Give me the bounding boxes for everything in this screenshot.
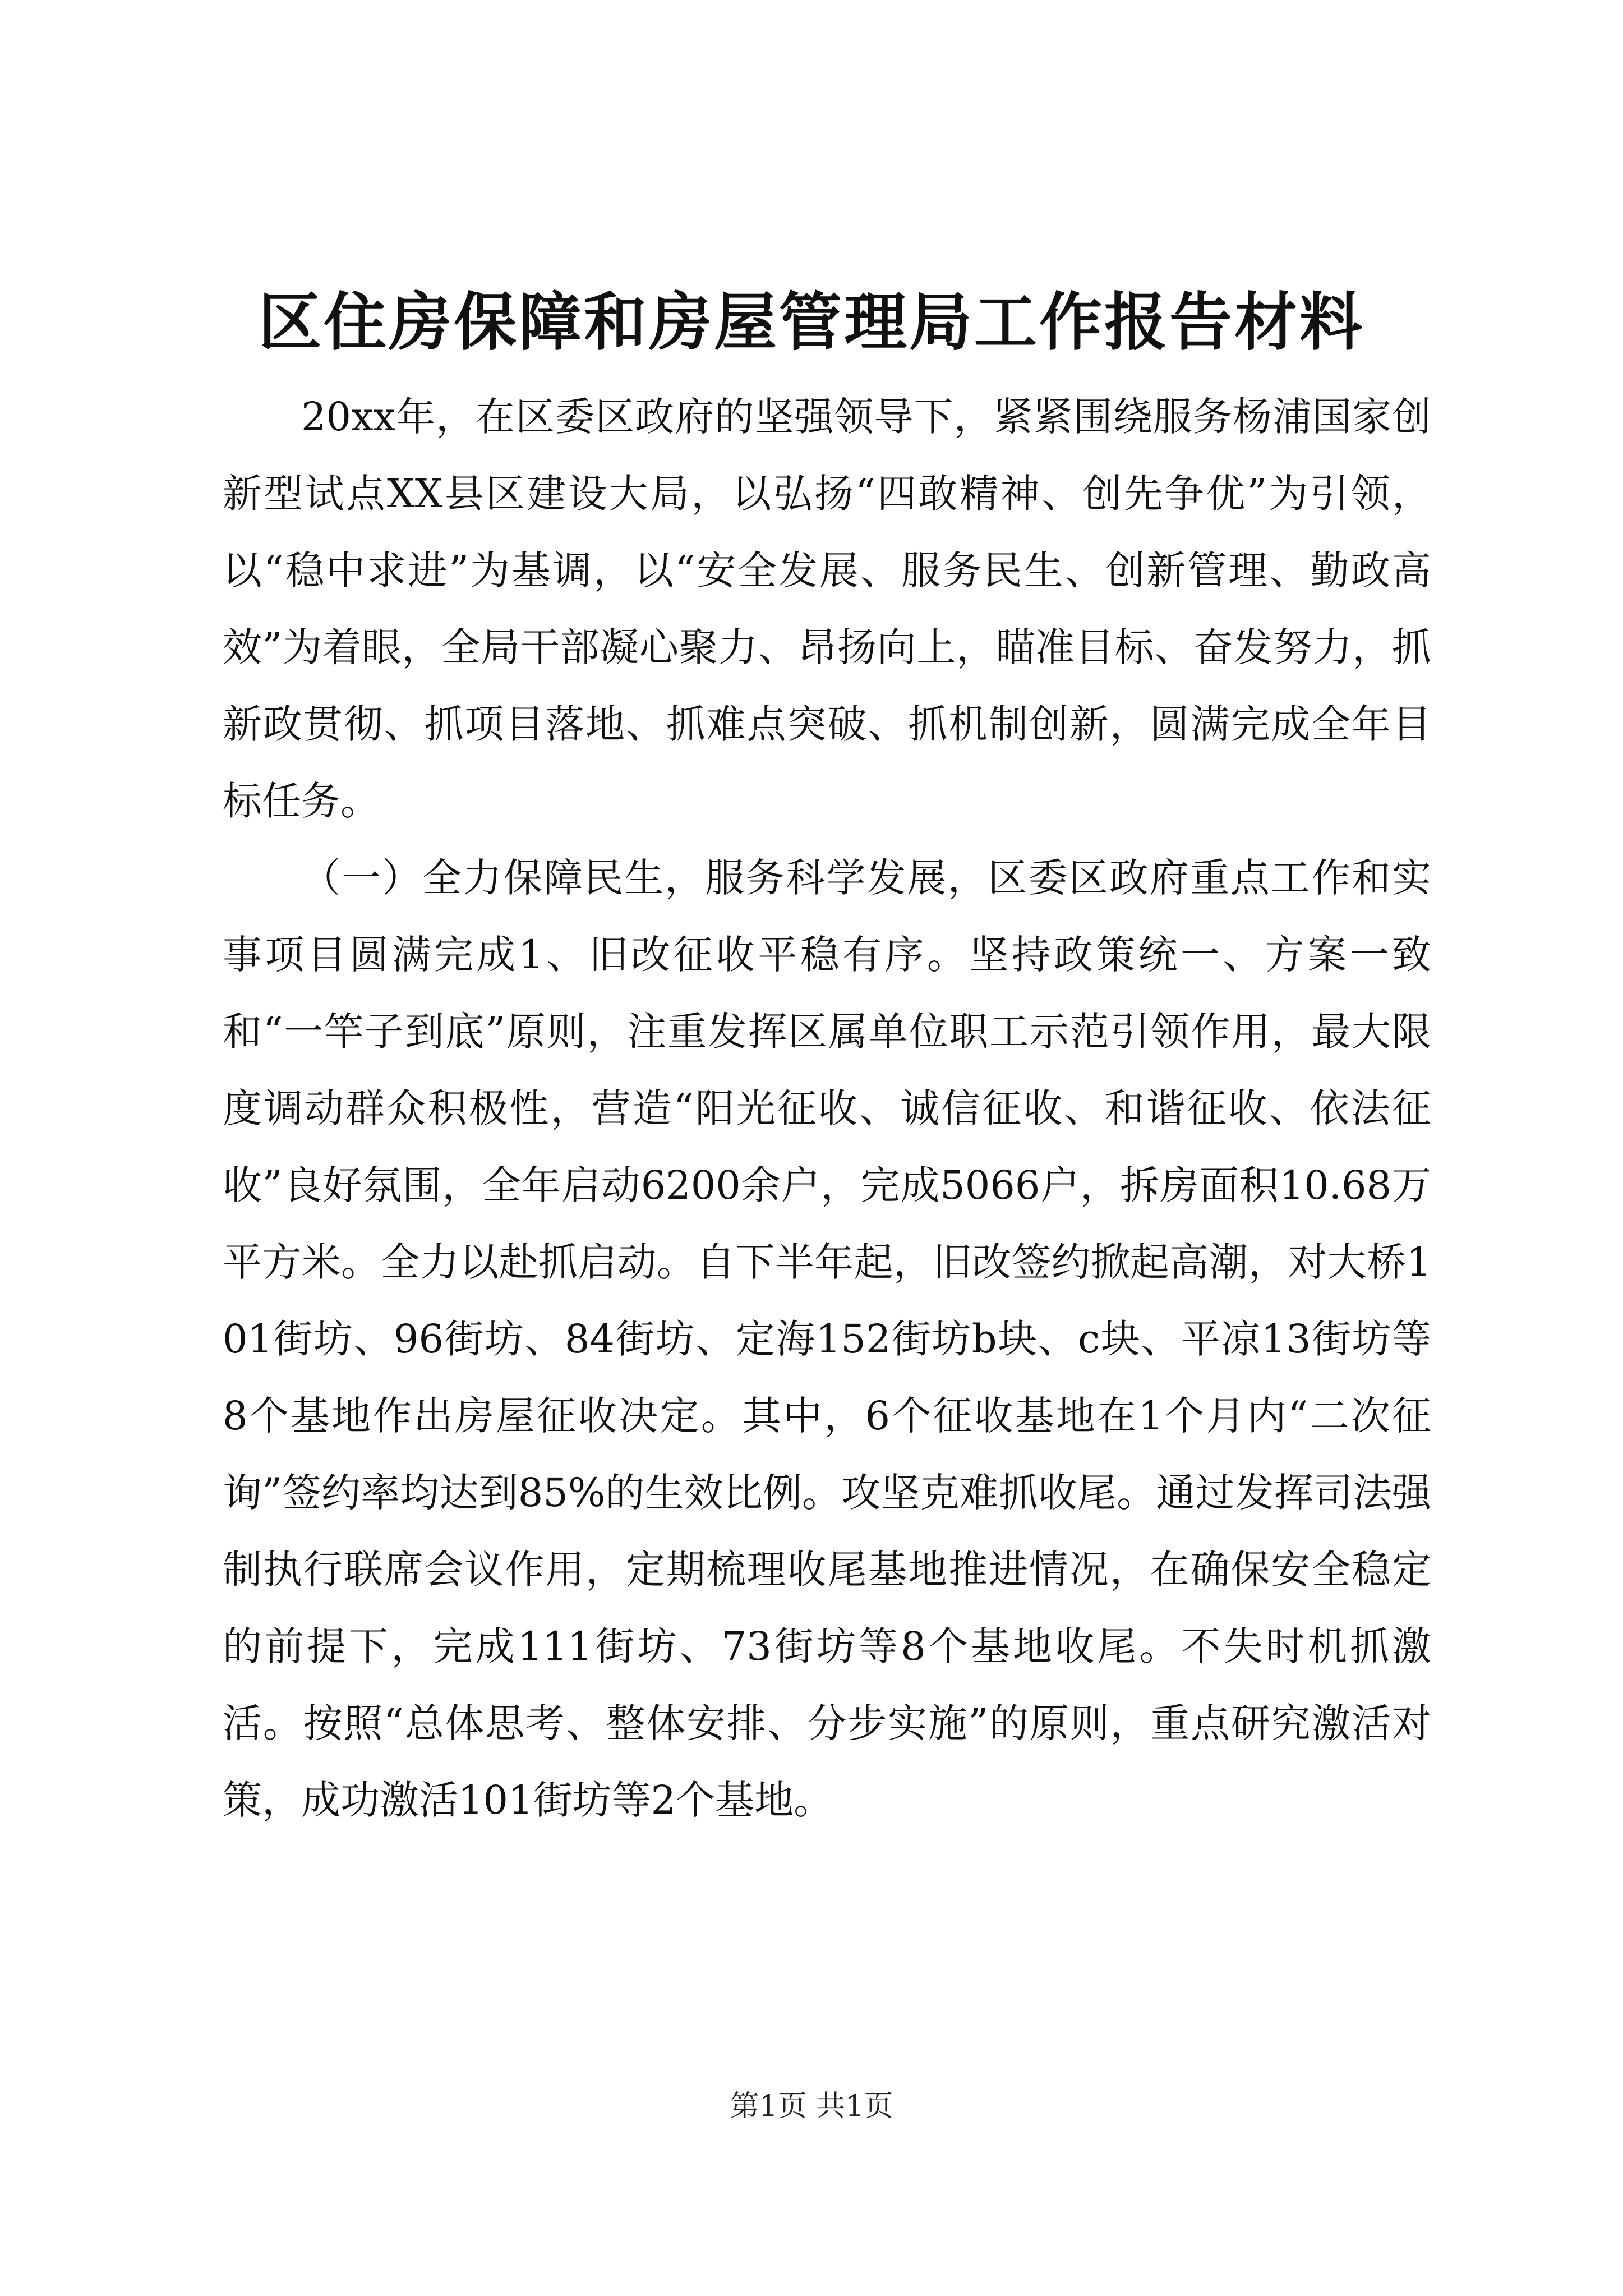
paragraph-intro: 20xx年，在区委区政府的坚强领导下，紧紧围绕服务杨浦国家创新型试点XX县区建设大局，以弘扬“四敢精神、创先争优”为引领，以“稳中求进”为基调，以“安全发展、服务民生、创新管理、勤政高效”为着眼，全局干部凝心聚力、昂扬向上，瞄准目标、奋发努力，抓新政贯彻、抓项目落地、抓难点突破、抓机制创新，圆满完成全年目标任务。 [223, 394, 1431, 824]
paragraph-section-one: （一）全力保障民生，服务科学发展，区委区政府重点工作和实事项目圆满完成1、旧改征收平稳有序。坚持政策统一、方案一致和“一竿子到底”原则，注重发挥区属单位职工示范引领作用，最大限度调动群众积极性，营造“阳光征收、诚信征收、和谐征收、依法征收”良好氛围，全年启动6200余户，完成5066户，拆房面积10.68万平方米。全力以赴抓启动。自下半年起，旧改签约掀起高潮，对大桥101街坊、96街坊、84街坊、定海152街坊b块、c块、平凉13街坊等8个基地作出房屋征收决定。其中，6个征收基地在1个月内“二次征询”签约率均达到85%的生效比例。攻坚克难抓收尾。通过发挥司法强制执行联席会议作用，定期梳理收尾基地推进情况，在确保安全稳定的前提下，完成111街坊、73街坊等8个基地收尾。不失时机抓激活。按照“总体思考、整体安排、分步实施”的原则，重点研究激活对策，成功激活101街坊等2个基地。 [223, 855, 1431, 1823]
document-body [223, 379, 1431, 1839]
page-footer: 第1页 共1页 [730, 2090, 893, 2123]
document-title: 区住房保障和房屋管理局工作报告材料 [259, 286, 1364, 359]
